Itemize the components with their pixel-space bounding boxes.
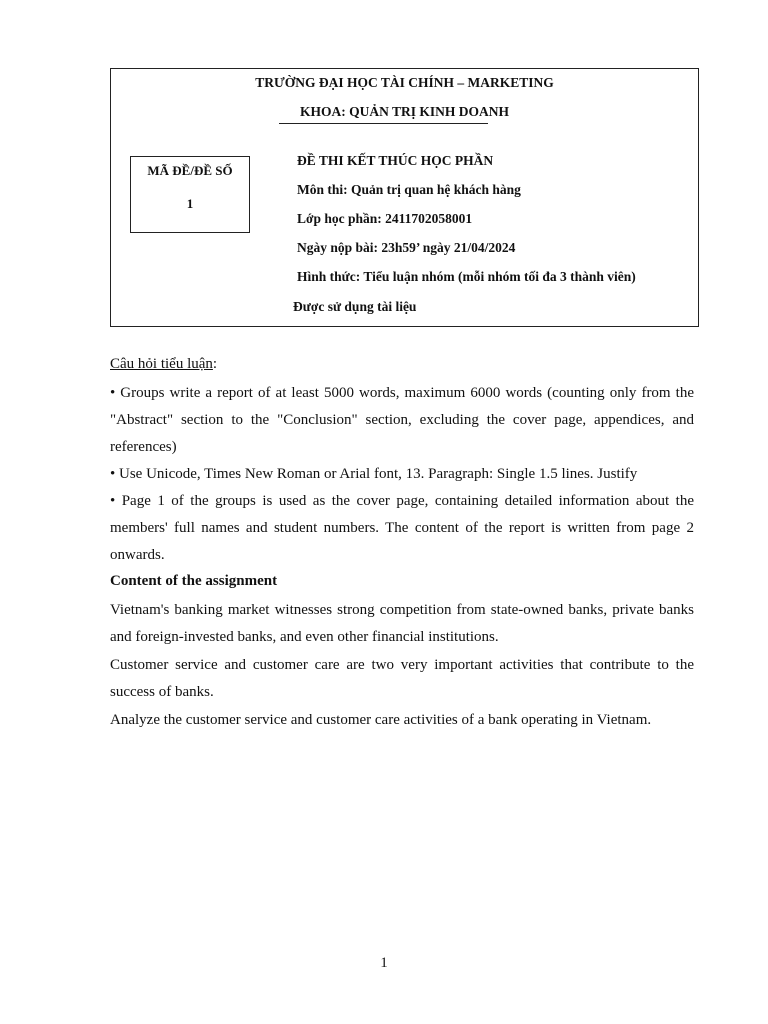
paragraph-market: Vietnam's banking market witnesses strong competition from state-owned banks, private banks and foreign-invested banks, and even other financial institutions. [110,602,694,645]
bullet-word-count: • Groups write a report of at least 5000 words, maximum 6000 words (counting only from the "Abstract" section to the "Conclusion" section, excluding the cover page, appendices, and references) [110,385,694,455]
paragraph-analyze: Analyze the customer service and customer care activities of a bank operating in Vietnam. [110,712,652,728]
bullet-font-format: • Use Unicode, Times New Roman or Arial font, 13. Paragraph: Single 1.5 lines. Justify [110,466,638,482]
exam-subject: Môn thi: Quản trị quan hệ khách hàng [297,182,521,197]
exam-code-label: MÃ ĐỀ/ĐỀ SỐ [147,163,233,178]
faculty-underline [279,123,488,124]
content-heading: Content of the assignment [110,573,278,589]
exam-code-value: 1 [186,196,194,211]
essay-question-heading-colon: : [212,356,218,372]
faculty-name: KHOA: QUẢN TRỊ KINH DOANH [299,104,509,119]
school-name: TRƯỜNG ĐẠI HỌC TÀI CHÍNH – MARKETING [255,75,554,90]
exam-format: Hình thức: Tiểu luận nhóm (mỗi nhóm tối đa 3 thành viên) [297,269,636,284]
bullet-cover-page: • Page 1 of the groups is used as the cover page, containing detailed information about the members' full names and student numbers. The content of the report is written from page 2 onwards. [110,493,694,563]
essay-question-heading-text: Câu hỏi tiểu luận [110,356,213,372]
paragraph-service: Customer service and customer care are two very important activities that contribute to the success of banks. [110,657,694,700]
exam-deadline: Ngày nộp bài: 23h59’ ngày 21/04/2024 [297,240,516,255]
page-number: 1 [380,955,388,971]
exam-class: Lớp học phần: 2411702058001 [297,211,473,226]
exam-title: ĐỀ THI KẾT THÚC HỌC PHẦN [297,153,494,168]
essay-question-heading [110,356,217,373]
exam-code-box [130,156,250,233]
exam-header-box [110,68,699,327]
exam-materials: Được sử dụng tài liệu [293,299,417,314]
